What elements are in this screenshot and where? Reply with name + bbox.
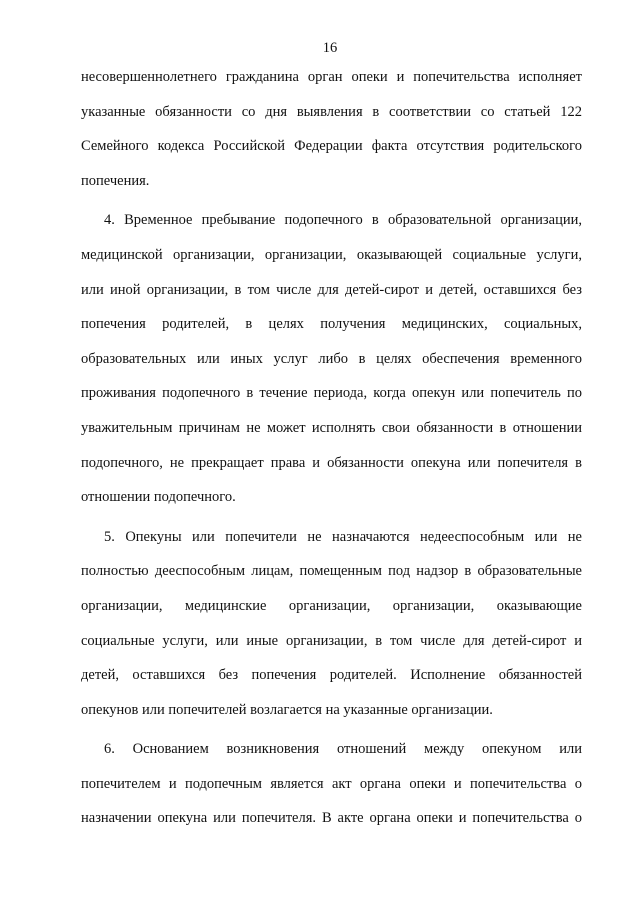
text-line: проживания подопечного в течение периода, когда опекун или попечитель по [81,385,582,402]
paragraph-4 [81,203,582,514]
text-line: попечения. [81,172,150,189]
text-line: попечения родителей, в целях получения медицинских, социальных, [81,316,582,333]
text-line: попечителем и подопечным является акт органа опеки и попечительства о [81,775,582,792]
paragraph-6 [81,732,582,836]
text-line: образовательных или иных услуг либо в целях обеспечения временного [81,350,582,367]
text-line: или иной организации, в том числе для детей-сирот и детей, оставшихся без [81,281,582,298]
text-line: несовершеннолетнего гражданина орган опеки и попечительства исполняет [81,69,582,85]
text-line: 4. Временное пребывание подопечного в образовательной организации, [104,212,582,229]
text-line: 6. Основанием возникновения отношений между опекуном или [104,741,582,758]
text-line: назначении опекуна или попечителя. В акте органа опеки и попечительства о [81,810,582,827]
text-line: отношении подопечного. [81,489,236,506]
text-line: Семейного кодекса Российской Федерации факта отсутствия родительского [81,138,582,155]
text-line: уважительным причинам не может исполнять свои обязанности в отношении [81,419,582,436]
text-line: подопечного, не прекращает права и обязанности опекуна или попечителя в [81,454,582,471]
paragraph-continuation [81,60,582,198]
document-body [81,60,582,836]
text-line: медицинской организации, организации, оказывающей социальные услуги, [81,246,582,263]
page-number: 16 [322,40,338,56]
text-line: указанные обязанности со дня выявления в соответствии со статьей 122 [81,103,582,120]
text-line: опекунов или попечителей возлагается на указанные организации. [81,701,493,718]
text-line: детей, оставшихся без попечения родителей. Исполнение обязанностей [81,667,582,684]
paragraph-5 [81,520,582,728]
text-line: полностью дееспособным лицам, помещенным под надзор в образовательные [81,563,582,580]
text-line: 5. Опекуны или попечители не назначаются недееспособным или не [104,528,582,545]
text-line: организации, медицинские организации, организации, оказывающие [81,597,582,614]
text-line: социальные услуги, или иные организации, в том числе для детей-сирот и [81,632,582,649]
